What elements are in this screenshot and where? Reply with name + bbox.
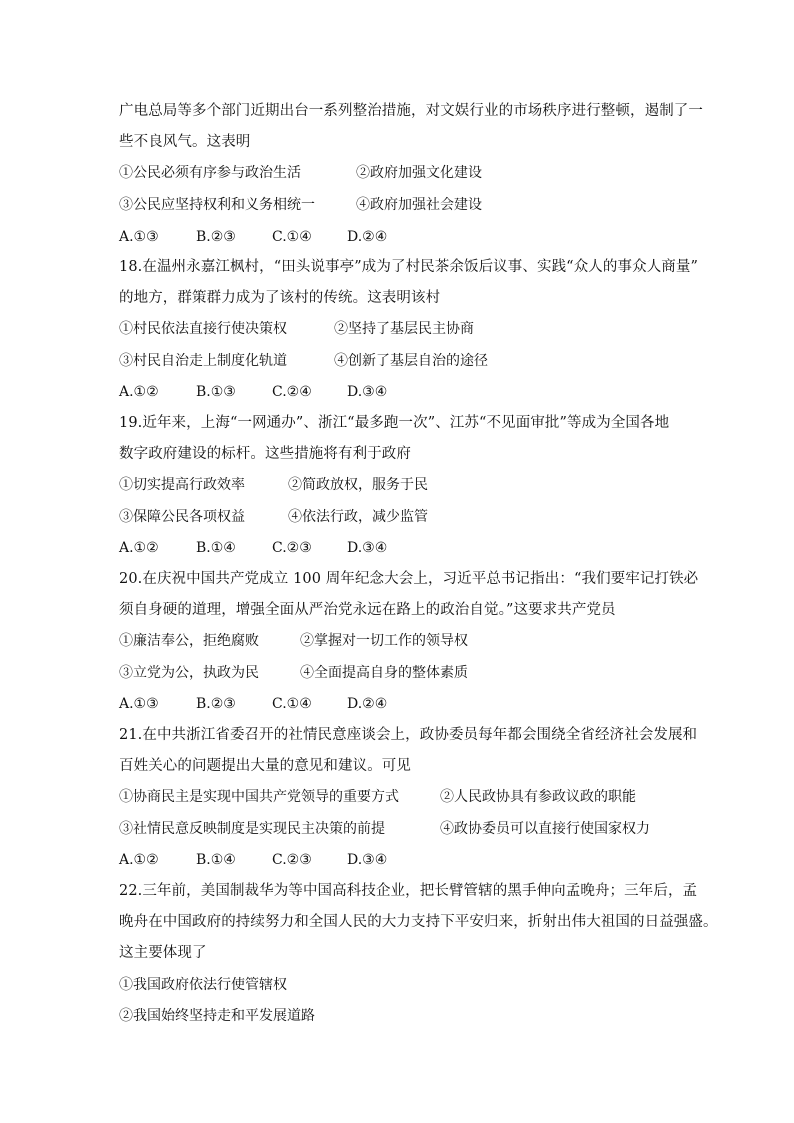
choice-c: C.②③ bbox=[272, 540, 312, 556]
choice-a: A.①③ bbox=[119, 696, 159, 712]
option-3: ③村民自治走上制度化轨道 bbox=[119, 353, 287, 369]
choice-c: C.①④ bbox=[272, 229, 312, 245]
question-22-line: 22.三年前，美国制裁华为等中国高科技企业，把长臂管辖的黑手伸向孟晚舟；三年后，孟 bbox=[119, 883, 698, 899]
option-2: ②人民政协具有参政议政的职能 bbox=[440, 789, 636, 805]
option-4: ④政府加强社会建设 bbox=[356, 197, 482, 213]
choice-b: B.②③ bbox=[196, 696, 236, 712]
option-4: ④政协委员可以直接行使国家权力 bbox=[440, 821, 650, 837]
option-1: ①我国政府依法行使管辖权 bbox=[119, 977, 287, 993]
choice-b: B.①④ bbox=[196, 540, 236, 556]
question-22-line: 这主要体现了 bbox=[119, 945, 207, 961]
option-1: ①切实提高行政效率 bbox=[119, 477, 245, 493]
option-3: ③社情民意反映制度是实现民主决策的前提 bbox=[119, 821, 385, 837]
choice-a: A.①② bbox=[119, 852, 159, 868]
choice-b: B.②③ bbox=[196, 229, 236, 245]
question-21-line: 百姓关心的问题提出大量的意见和建议。可见 bbox=[119, 758, 411, 774]
question-19-line: 数字政府建设的标杆。这些措施将有利于政府 bbox=[119, 446, 411, 462]
option-1: ①协商民主是实现中国共产党领导的重要方式 bbox=[119, 789, 399, 805]
question-19-line: 19.近年来，上海“一网通办”、浙江“最多跑一次”、江苏“不见面审批”等成为全国各地 bbox=[119, 415, 670, 431]
question-20-line: 20.在庆祝中国共产党成立 100 周年纪念大会上，习近平总书记指出：“我们要牢记打铁必 bbox=[119, 571, 699, 587]
choice-c: C.①④ bbox=[272, 696, 312, 712]
choice-d: D.②④ bbox=[347, 696, 388, 712]
option-2: ②简政放权，服务于民 bbox=[288, 477, 428, 493]
option-1: ①廉洁奉公，拒绝腐败 bbox=[119, 633, 259, 649]
question-21-line: 21.在中共浙江省委召开的社情民意座谈会上，政协委员每年都会围绕全省经济社会发展和 bbox=[119, 727, 698, 743]
question-18-line: 18.在温州永嘉江枫村，“田头说事亭”成为了村民茶余饭后议事、实践“众人的事众人商量” bbox=[119, 259, 699, 275]
choice-a: A.①② bbox=[119, 540, 159, 556]
choice-b: B.①④ bbox=[196, 852, 236, 868]
option-1: ①村民依法直接行使决策权 bbox=[119, 321, 287, 337]
option-3: ③立党为公，执政为民 bbox=[119, 665, 259, 681]
choice-d: D.②④ bbox=[347, 229, 388, 245]
question-text-line: 广电总局等多个部门近期出台一系列整治措施，对文娱行业的市场秩序进行整顿，遏制了一 bbox=[119, 103, 703, 119]
question-text-line: 些不良风气。这表明 bbox=[119, 134, 251, 150]
question-18-line: 的地方，群策群力成为了该村的传统。这表明该村 bbox=[119, 290, 441, 306]
option-2: ②我国始终坚持走和平发展道路 bbox=[119, 1008, 315, 1024]
option-2: ②政府加强文化建设 bbox=[356, 165, 482, 181]
choice-d: D.③④ bbox=[347, 540, 388, 556]
option-3: ③公民应坚持权利和义务相统一 bbox=[119, 197, 315, 213]
option-2: ②掌握对一切工作的领导权 bbox=[300, 633, 468, 649]
question-22-line: 晚舟在中国政府的持续努力和全国人民的大力支持下平安归来，折射出伟大祖国的日益强盛。 bbox=[119, 914, 718, 930]
choice-c: C.②③ bbox=[272, 852, 312, 868]
choice-d: D.③④ bbox=[347, 852, 388, 868]
question-20-line: 须自身硬的道理，增强全面从严治党永远在路上的政治自觉。”这要求共产党员 bbox=[119, 602, 616, 618]
option-2: ②坚持了基层民主协商 bbox=[334, 321, 474, 337]
option-4: ④创新了基层自治的途径 bbox=[334, 353, 488, 369]
choice-a: A.①② bbox=[119, 384, 159, 400]
choice-a: A.①③ bbox=[119, 229, 159, 245]
choice-d: D.③④ bbox=[347, 384, 388, 400]
option-4: ④全面提高自身的整体素质 bbox=[300, 665, 468, 681]
option-3: ③保障公民各项权益 bbox=[119, 509, 245, 525]
choice-b: B.①③ bbox=[196, 384, 236, 400]
option-1: ①公民必须有序参与政治生活 bbox=[119, 165, 301, 181]
choice-c: C.②④ bbox=[272, 384, 312, 400]
option-4: ④依法行政，减少监管 bbox=[288, 509, 428, 525]
